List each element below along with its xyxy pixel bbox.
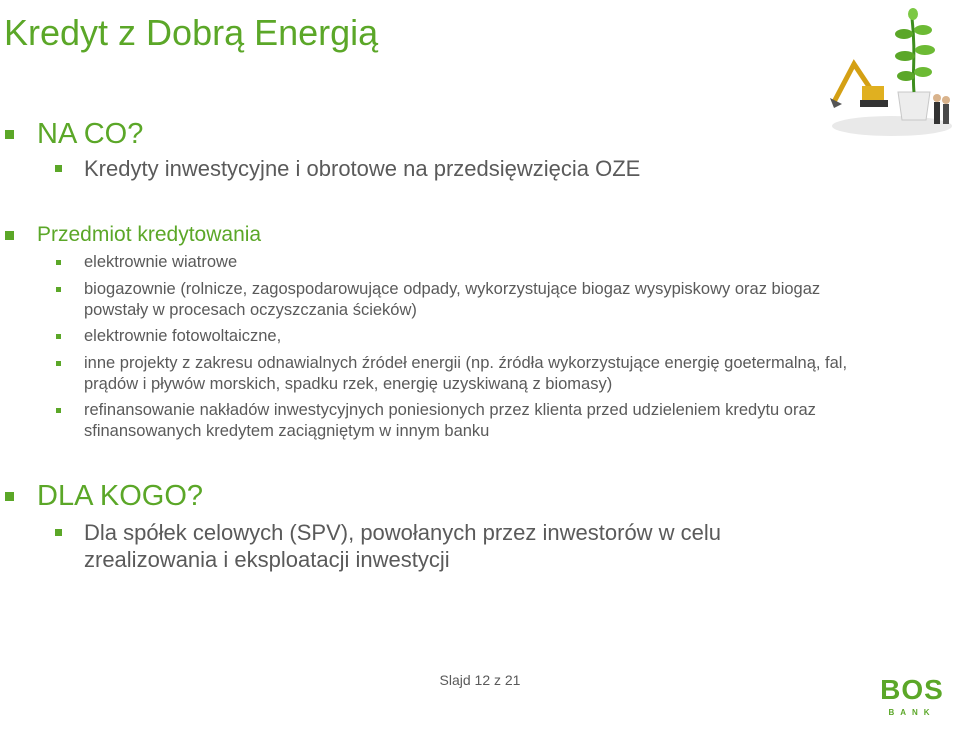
logo-subtext: BANK: [888, 708, 936, 717]
section-heading-przedmiot: Przedmiot kredytowania: [37, 223, 262, 246]
bos-bank-logo: [868, 674, 956, 726]
bullet-icon: [56, 408, 61, 413]
logo-text: BOS: [880, 674, 944, 705]
slide-number: Slajd 12 z 21: [439, 672, 521, 688]
plant-and-construction-illustration-icon: [826, 4, 958, 144]
section-heading-na-co: NA CO?: [37, 118, 144, 150]
bullet-icon: [56, 260, 61, 265]
list-item-text: inne projekty z zakresu odnawialnych źródeł energii (np. źródła wykorzystujące energię goetermalną, fal, prądów i pływów morskich, spadku rzek, energię uzyskiwaną z biomasy): [84, 354, 848, 393]
section-przedmiot: [5, 222, 261, 248]
list-item: [56, 279, 886, 321]
bullet-icon: [55, 529, 62, 536]
bullet-icon: [5, 231, 14, 240]
list-item: [56, 326, 886, 347]
list-item-text: biogazownie (rolnicze, zagospodarowujące odpady, wykorzystujące biogaz wysypiskowy oraz biogaz powstały w procesach oczyszczania ścieków): [84, 280, 821, 319]
bullet-icon: [5, 492, 14, 501]
list-item-text: elektrownie fotowoltaiczne,: [84, 327, 282, 345]
list-item: [56, 353, 886, 395]
list-item-text: elektrownie wiatrowe: [84, 253, 238, 271]
bullet-icon: [56, 334, 61, 339]
list-item: [56, 400, 886, 442]
section-heading-dla-kogo: DLA KOGO?: [37, 480, 204, 512]
list-item: [56, 252, 886, 273]
bullet-icon: [56, 287, 61, 292]
list-item-text: Dla spółek celowych (SPV), powołanych przez inwestorów w celu zrealizowania i eksploatacji inwestycji: [84, 520, 722, 572]
section-na-co: [5, 117, 143, 151]
bullet-icon: [5, 130, 14, 139]
section-dla-kogo: [5, 479, 203, 513]
bullet-icon: [55, 165, 62, 172]
slide-title: Kredyt z Dobrą Energią: [4, 12, 379, 53]
bullet-icon: [56, 361, 61, 366]
list-item: [55, 519, 855, 573]
list-item: [55, 155, 640, 182]
list-item-text: refinansowanie nakładów inwestycyjnych poniesionych przez klienta przed udzieleniem kredytu oraz sfinansowanych kredytem zaciągniętym w innym banku: [84, 401, 816, 440]
list-item-text: Kredyty inwestycyjne i obrotowe na przedsięwzięcia OZE: [84, 156, 641, 181]
